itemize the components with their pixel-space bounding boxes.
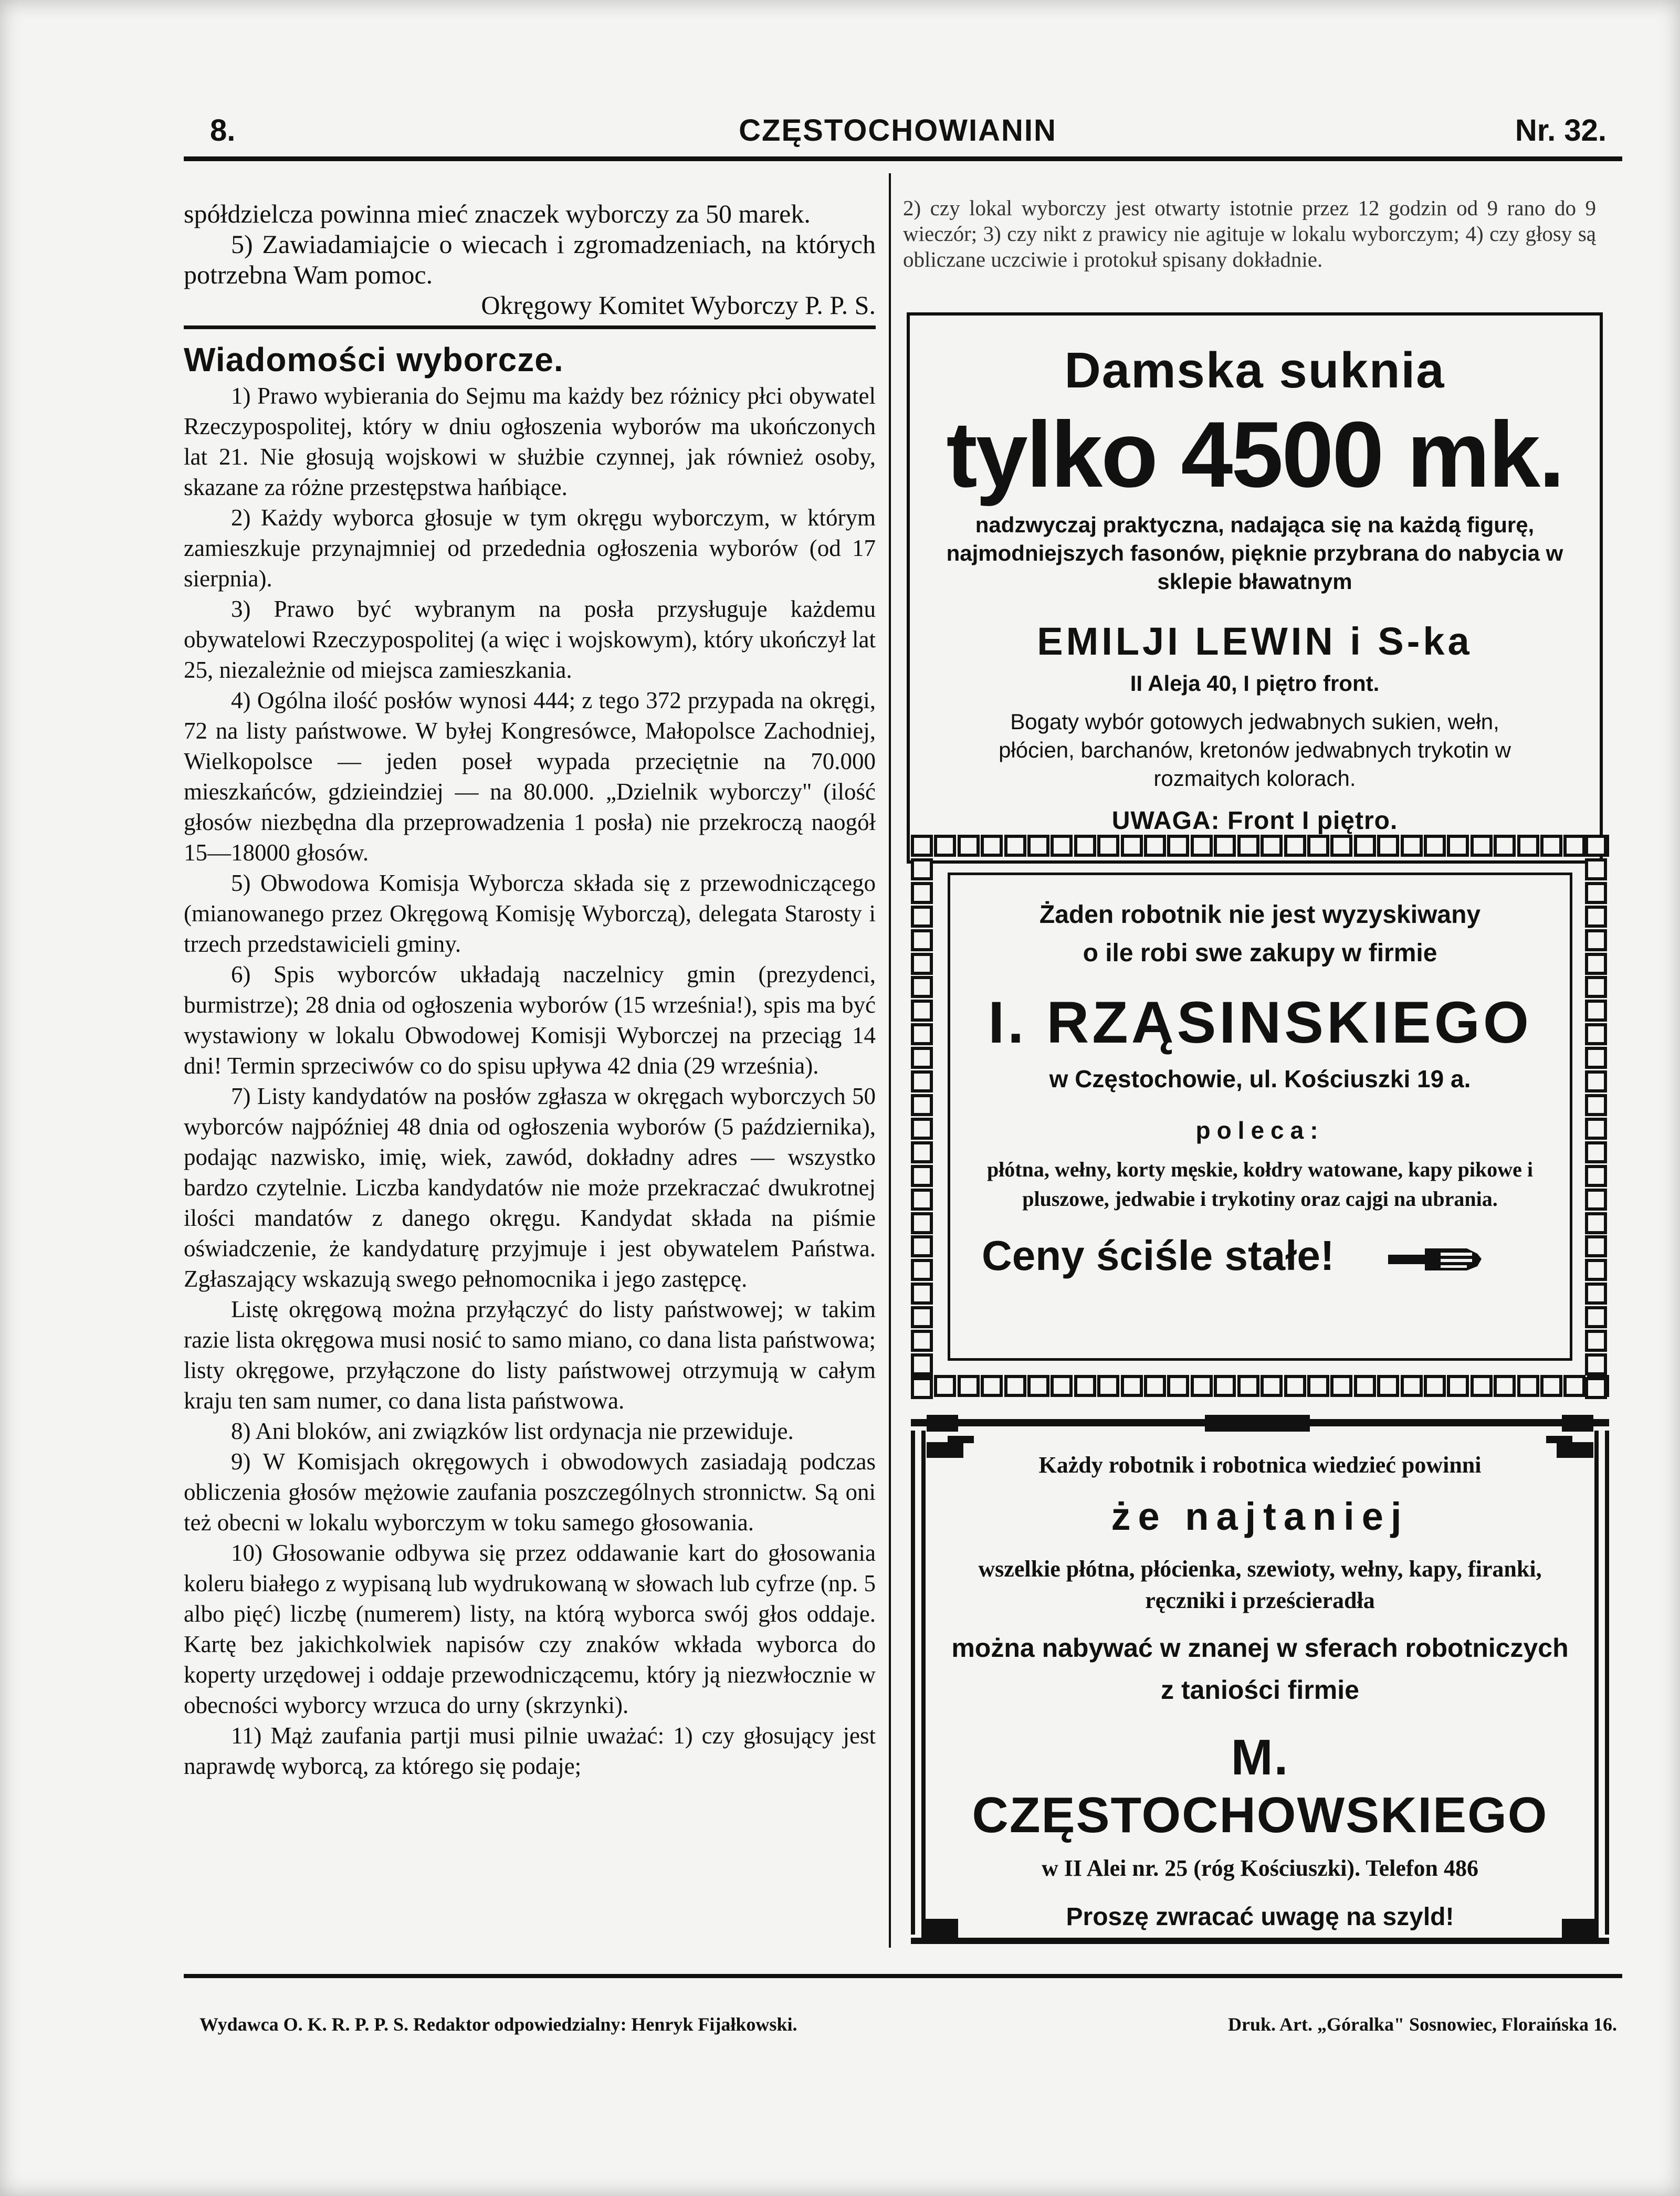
border-square [911,1353,933,1375]
border-square [911,906,933,928]
border-square [1585,1306,1607,1328]
ad-address: w Częstochowie, ul. Kościuszki 19 a. [1049,1065,1471,1092]
border-square [1447,1375,1469,1397]
border-square [911,1235,933,1257]
ad-headline: Każdy robotnik i robotnica wiedzieć powinni [1038,1452,1482,1478]
border-square [1585,953,1607,975]
ad-recommends: poleca: [1195,1117,1325,1144]
border-square [911,1047,933,1069]
border-square [1585,929,1607,951]
border-square [1237,835,1259,857]
ad-note: Proszę zwracać uwagę na szyld! [1066,1903,1454,1931]
border-square [911,1141,933,1163]
advertisement-rzasinski [911,835,1609,1399]
border-square [1424,1375,1446,1397]
intro-paragraph: 5) Zawiadamiajcie o wiecach i zgromadzeniach, na których potrzebna Wam pomoc. [184,229,876,289]
page-footer [200,2013,1617,2045]
border-square [1585,835,1607,857]
border-square [911,953,933,975]
ad-cheapest: że najtaniej [1111,1495,1409,1538]
border-square [1563,835,1586,857]
ad-goods: wszelkie płótna, płócienka, szewioty, wełny, kapy, firanki, ręczniki i prześcieradła [978,1556,1542,1613]
border-square [1585,1212,1607,1234]
border-square [911,976,933,998]
border-square [1585,1141,1607,1163]
border-square [1354,1375,1376,1397]
article-paragraph: 8) Ani bloków, ani związków list ordynacja nie przewiduje. [231,1418,794,1444]
printer-line: Druk. Art. „Góralka" Sosnowiec, Floraińska 16. [1227,2014,1617,2035]
border-square [1191,835,1213,857]
article-continuation [903,195,1596,300]
article-paragraph: 5) Obwodowa Komisja Wyborcza składa się z przewodniczącego (mianowanego przez Okręgową Komisję Wyborczą), delegata Starosty i trzech przedstawicieli gminy. [184,870,876,957]
article-paragraph: 2) Każdy wyborca głosuje w tym okręgu wyborczym, w którym zamieszkuje przynajmniej od przedednia ogłoszenia wyborów (od 17 sierpnia). [184,505,876,592]
committee-signature: Okręgowy Komitet Wyborczy P. P. S. [481,290,876,320]
border-square [1585,1094,1607,1116]
border-square [1585,1047,1607,1069]
border-square [1471,835,1493,857]
border-square [911,882,933,904]
border-square [1027,835,1049,857]
ad-assortment: Bogaty wybór gotowych jedwabnych sukien, wełn, płócien, barchanów, kretonów jedwabnych trykotin w rozmaitych kolorach. [999,709,1511,791]
border-square [1097,835,1119,857]
ad-price: tylko 4500 mk. [946,402,1563,507]
border-square [1585,1070,1607,1092]
border-square [911,858,933,880]
border-square [1401,1375,1423,1397]
border-square [911,1189,933,1211]
border-square [1261,835,1283,857]
border-square [1004,835,1026,857]
page-number: 8. [210,113,236,148]
border-square [1167,835,1189,857]
border-square [1585,1235,1607,1257]
border-square [1074,835,1096,857]
border-square [1097,1375,1119,1397]
border-square [911,1070,933,1092]
publisher-line: Wydawca O. K. R. P. P. S. Redaktor odpowiedzialny: Henryk Fijałkowski. [200,2014,797,2035]
ad-shop-name: EMILJI LEWIN i S-ka [1037,619,1473,663]
pointing-hand-icon [1388,1243,1483,1275]
border-square [1585,1283,1607,1305]
ad-body [942,1452,1578,1931]
border-square [1585,1165,1607,1187]
border-square [1074,1375,1096,1397]
continuation-text: 2) czy lokal wyborczy jest otwarty istotnie przez 12 godzin od 9 rano do 9 wieczór; 3) czy nikt z prawicy nie agituje w lokalu wyborczym; 4) czy głosy są obliczane uczciwie i protokuł spisany dokładnie. [903,196,1596,271]
decorative-border-left [911,835,935,1399]
border-square [911,1377,933,1399]
border-square [1424,835,1446,857]
border-square [1447,835,1469,857]
ad-prices-text: Ceny ściśle stałe! [982,1232,1335,1279]
border-square [1004,1375,1026,1397]
border-square [1167,1375,1189,1397]
ad-headline: Damska suknia [1064,342,1445,398]
border-square [1144,835,1166,857]
border-square [1585,1189,1607,1211]
border-square [1471,1375,1493,1397]
border-square [1563,1375,1586,1397]
border-square [1585,882,1607,904]
article-paragraph: 3) Prawo być wybranym na posła przysługuje każdemu obywatelowi Rzeczypospolitej (a więc i wojskowym), który ukończył lat 25, niezależnie od miejsca zamieszkania. [184,596,876,683]
border-square [1214,835,1236,857]
border-square [1585,1377,1607,1399]
ad-goods: płótna, wełny, korty męskie, kołdry watowane, kapy pikowe i pluszowe, jedwabie i trykotiny oraz cajgi na ubrania. [986,1158,1534,1211]
footer-rule [184,1974,1622,1978]
intro-paragraph: spółdzielcza powinna mieć znaczek wyborczy za 50 marek. [184,199,811,228]
article-paragraph: Listę okręgową można przyłączyć do listy państwowej; w takim razie lista okręgowa musi nosić to samo miano, co dana lista państwowa; listy okręgowe, przyłączone do listy państwowej otrzymują w całym kraju ten sam numer, co dana lista państwowa. [184,1296,876,1414]
section-heading: Wiadomości wyborcze. [184,341,564,379]
border-square [981,835,1003,857]
border-square [958,835,980,857]
border-square [1585,858,1607,880]
border-square [911,1023,933,1045]
border-square [1307,1375,1329,1397]
decorative-border-right [1585,835,1609,1399]
header-rule [184,156,1622,161]
border-square [1494,1375,1516,1397]
border-square [1284,835,1306,857]
border-square [1214,1375,1236,1397]
border-square [1027,1375,1049,1397]
border-square [958,1375,980,1397]
ad-headline: Żaden robotnik nie jest wyzyskiwany [1039,901,1481,929]
border-square [1330,835,1352,857]
article-paragraph: 6) Spis wyborców układają naczelnicy gmin (prezydenci, burmistrze); 28 dnia od ogłoszenia wyborów (15 września!), spis ma być wystawiony w lokalu Obwodowej Komisji Wyborczej na przeciąg 14 dni! Termin sprzeciwów co do spisu upływa 42 dnia (29 września). [184,961,876,1079]
article-paragraph: 9) W Komisjach okręgowych i obwodowych zasiadają podczas obliczenia głosów mężowie zaufania poszczególnych stronnictw. Są oni też obecni w lokalu wyborczym w toku samego głosowania. [184,1448,876,1536]
border-square [1540,1375,1562,1397]
ad-inner-frame [948,873,1572,1361]
advertisement-dress [907,312,1603,864]
border-square [911,1000,933,1022]
border-square [1494,835,1516,857]
ad-address: w II Alei nr. 25 (róg Kościuszki). Telefon 486 [1042,1855,1478,1881]
border-square [911,1212,933,1234]
issue-number: Nr. 32. [1515,113,1606,148]
border-square [1585,1000,1607,1022]
decorative-border-top [911,835,1609,859]
advertisement-czestochowski [911,1404,1609,1948]
border-square [1051,1375,1073,1397]
ad-firm-name: M. CZĘSTOCHOWSKIEGO [972,1729,1548,1843]
border-square [911,1330,933,1352]
ad-prices [950,1232,1570,1280]
article-paragraph: 7) Listy kandydatów na posłów zgłasza w okręgach wyborczych 50 wyborców najpóźniej 48 dnia od ogłoszenia wyborów (5 października), podając nazwisko, imię, wiek, zawód, dokładny adres — wszystko bardzo czytelnie. Liczba kandydatów nie może przekraczać dwukrotnej ilości mandatów z danego okręgu. Kandydat składa na piśmie oświadczenie, że kandydaturę przyjmuje i jest obywatelem Państwa. Zgłaszający wskazują swego pełnomocnika i jego zastępcę. [184,1083,876,1292]
article-paragraph: 10) Głosowanie odbywa się przez oddawanie kart do głosowania koleru białego z wypisaną lub wydrukowaną w słowach lub cyfrze (np. 5 albo pięć) liczbę (numerem) listy, na którą wyborca swój głos oddaje. Kartę bez jakichkolwiek napisów czy znaków wkłada wyborca do koperty urzędowej i oddaje przewodniczącemu, który ją niezwłocznie w obecności wyborcy wrzuca do urny (skrzynki). [184,1540,876,1718]
ad-description: nadzwyczaj praktyczna, nadająca się na każdą figurę, najmodniejszych fasonów, pięknie przybrana do nabycia w sklepie bławatnym [946,512,1563,594]
border-square [911,835,933,857]
border-square [911,1306,933,1328]
border-square [911,1165,933,1187]
border-square [1307,835,1329,857]
ad-where: można nabywać w znanej w sferach robotniczych z taniości firmie [951,1633,1569,1705]
border-square [1237,1375,1259,1397]
border-square [1377,835,1399,857]
border-square [1121,1375,1143,1397]
border-square [1585,1330,1607,1352]
left-column [184,198,876,1857]
border-square [1330,1375,1352,1397]
article-paragraph: 4) Ogólna ilość posłów wynosi 444; z tego 372 przypada na okręgi, 72 na listy państwowe. W byłej Kongresówce, Małopolsce Zachodniej, Wielkopolsce — jeden poseł wypada przeciętnie na 70.000 mieszkańców, gdzieindziej — na 80.000. „Dzielnik wyborczy" (ilość głosów niezbędna dla przeprowadzenia 1 posła) nie przekroczą naogół 15—18000 głosów. [184,687,876,866]
article-paragraph: 1) Prawo wybierania do Sejmu ma każdy bez różnicy płci obywatel Rzeczypospolitej, który w dniu ogłoszenia wyborów ma ukończonych lat 21. Nie głosują wojskowi w służbie czynnej, jak również osoby, skazane za różne przestępstwa hańbiące. [184,383,876,500]
article-paragraph: 11) Mąż zaufania partji musi pilnie uważać: 1) czy głosujący jest naprawdę wyborcą, za którego się podaje; [184,1722,876,1779]
ad-subheadline: o ile robi swe zakupy w firmie [1083,939,1437,967]
page-header [189,113,1606,150]
ad-address: II Aleja 40, I piętro front. [1130,671,1380,696]
newspaper-title: CZĘSTOCHOWIANIN [739,113,1057,148]
border-square [1585,1259,1607,1281]
border-square [1121,835,1143,857]
border-square [1585,906,1607,928]
border-square [1517,1375,1539,1397]
section-rule [184,325,876,329]
border-square [1377,1375,1399,1397]
border-square [1051,835,1073,857]
border-square [911,1094,933,1116]
border-square [934,835,956,857]
border-square [1144,1375,1166,1397]
border-square [1354,835,1376,857]
column-divider [889,173,891,1948]
border-square [1540,835,1562,857]
border-square [1585,1023,1607,1045]
border-square [1585,1353,1607,1375]
border-square [1261,1375,1283,1397]
border-square [911,929,933,951]
border-square [1517,835,1539,857]
border-square [1585,976,1607,998]
border-square [981,1375,1003,1397]
ad-firm-name: I. RZĄSINSKIEGO [988,990,1532,1055]
border-square [911,1259,933,1281]
ad-note: UWAGA: Front I piętro. [1111,807,1398,835]
decorative-border-bottom [911,1375,1609,1399]
border-square [1284,1375,1306,1397]
border-square [1191,1375,1213,1397]
border-square [934,1375,956,1397]
border-square [911,1283,933,1305]
border-square [1585,1118,1607,1140]
border-square [1401,835,1423,857]
border-square [911,1118,933,1140]
